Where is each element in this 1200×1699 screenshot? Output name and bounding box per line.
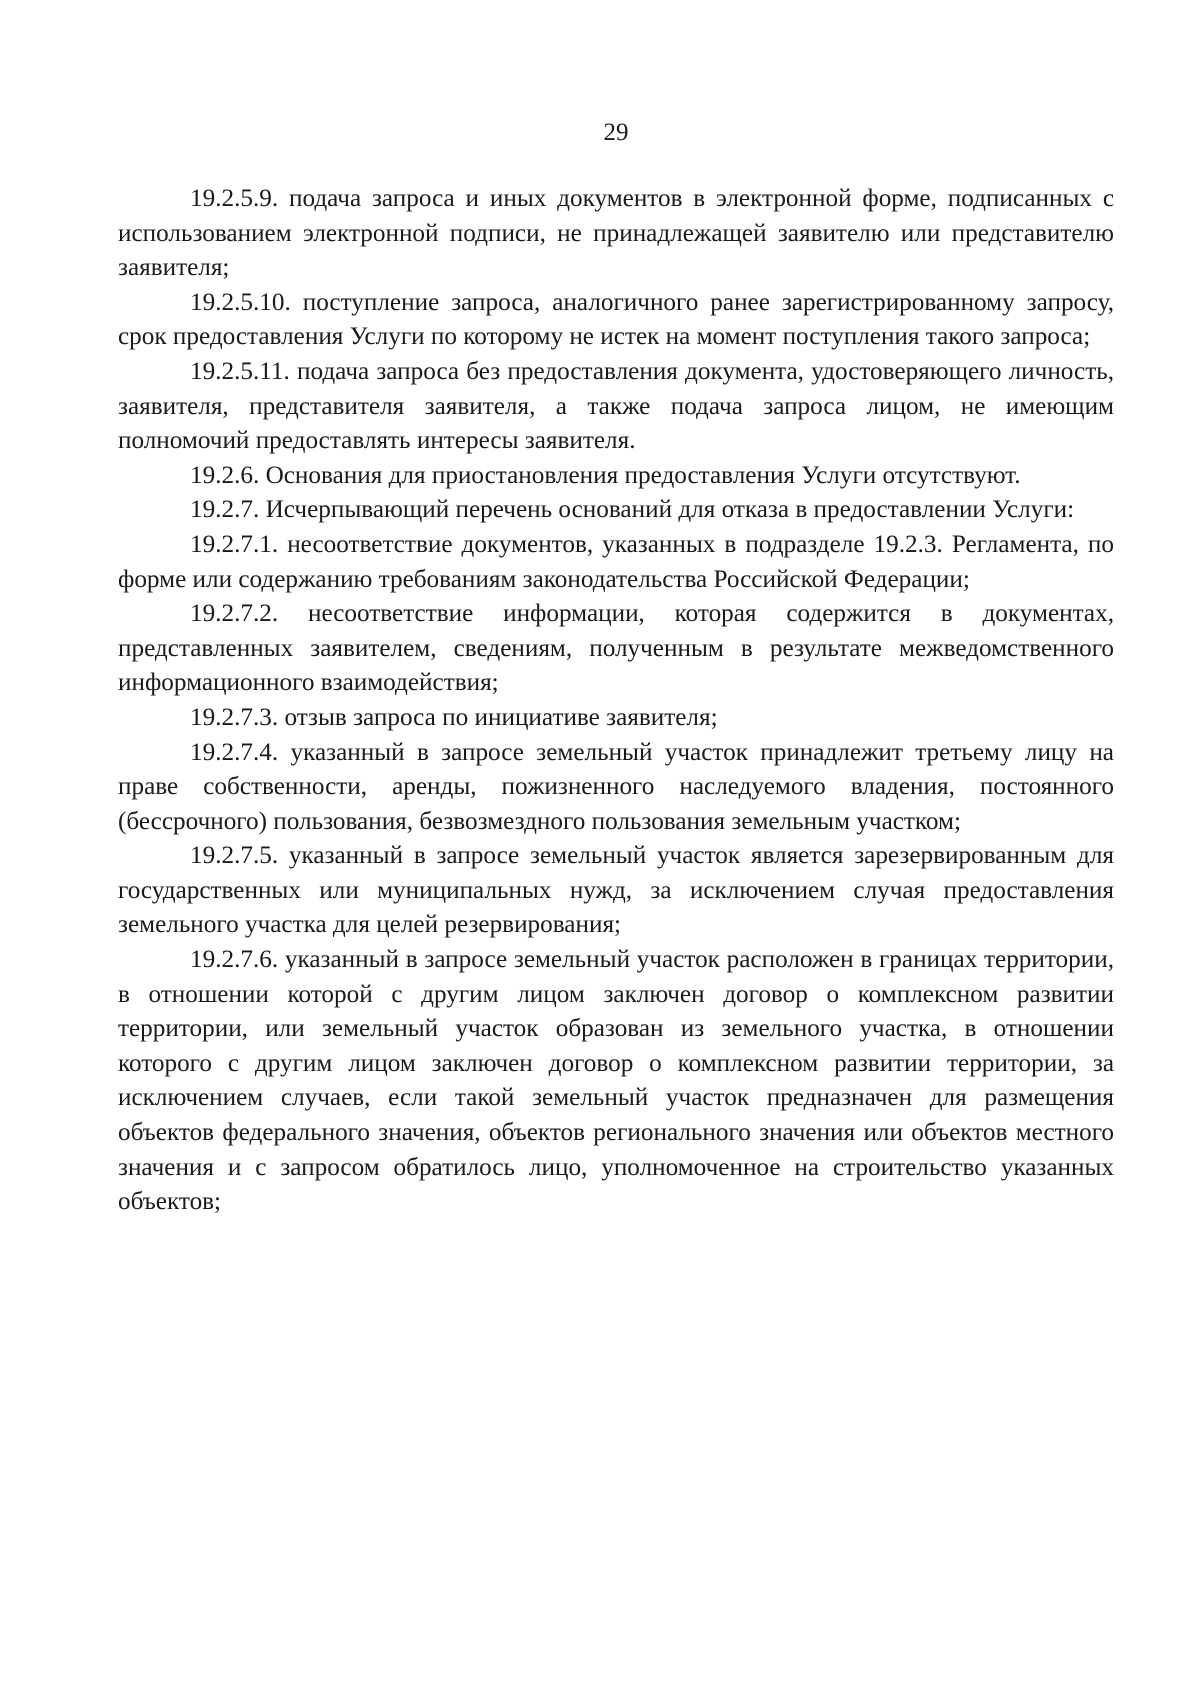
paragraph-19-2-7-6: 19.2.7.6. указанный в запросе земельный участок расположен в границах территории, в отношении которой с другим лицом заключен договор о комплексном развитии территории, или земельный участок образован из земельного участка, в отношении которого с другим лицом заключен договор о комплексном развитии территории, за исключением случаев, если такой земельный участок предназначен для размещения объектов федерального значения, объектов регионального значения или объектов местного значения и с запросом обратилось лицо, уполномоченное на строительство указанных объектов;	[118, 946, 1114, 1216]
paragraph-19-2-5-9: 19.2.5.9. подача запроса и иных документов в электронной форме, подписанных с использованием электронной подписи, не принадлежащей заявителю или представителю заявителя;	[118, 185, 1114, 282]
paragraph-19-2-6: 19.2.6. Основания для приостановления предоставления Услуги отсутствуют.	[190, 461, 1021, 489]
paragraph-19-2-5-10: 19.2.5.10. поступление запроса, аналогичного ранее зарегистрированному запросу, срок предоставления Услуги по которому не истек на момент поступления такого запроса;	[118, 288, 1114, 351]
paragraph-19-2-7-2: 19.2.7.2. несоответствие информации, которая содержится в документах, представленных заявителем, сведениям, полученным в результате межведомственного информационного взаимодействия;	[118, 600, 1114, 697]
paragraph-19-2-7-5: 19.2.7.5. указанный в запросе земельный участок является зарезервированным для государственных или муниципальных нужд, за исключением случая предоставления земельного участка для целей резервирования;	[118, 842, 1114, 939]
document-body	[118, 182, 1114, 1220]
paragraph-19-2-7: 19.2.7. Исчерпывающий перечень оснований для отказа в предоставлении Услуги:	[190, 496, 1075, 524]
page-number: 29	[603, 119, 629, 146]
paragraph-19-2-5-11: 19.2.5.11. подача запроса без предоставления документа, удостоверяющего личность, заявителя, представителя заявителя, а также подача запроса лицом, не имеющим полномочий предоставлять интересы заявителя.	[118, 357, 1114, 455]
paragraph-19-2-7-3: 19.2.7.3. отзыв запроса по инициативе заявителя;	[190, 703, 718, 731]
paragraph-19-2-7-1: 19.2.7.1. несоответствие документов, указанных в подразделе 19.2.3. Регламента, по форме или содержанию требованиям законодательства Российской Федерации;	[118, 530, 1114, 593]
paragraph-19-2-7-4: 19.2.7.4. указанный в запросе земельный участок принадлежит третьему лицу на праве собственности, аренды, пожизненного наследуемого владения, постоянного (бессрочного) пользования, безвозмездного пользования земельным участком;	[118, 738, 1114, 835]
